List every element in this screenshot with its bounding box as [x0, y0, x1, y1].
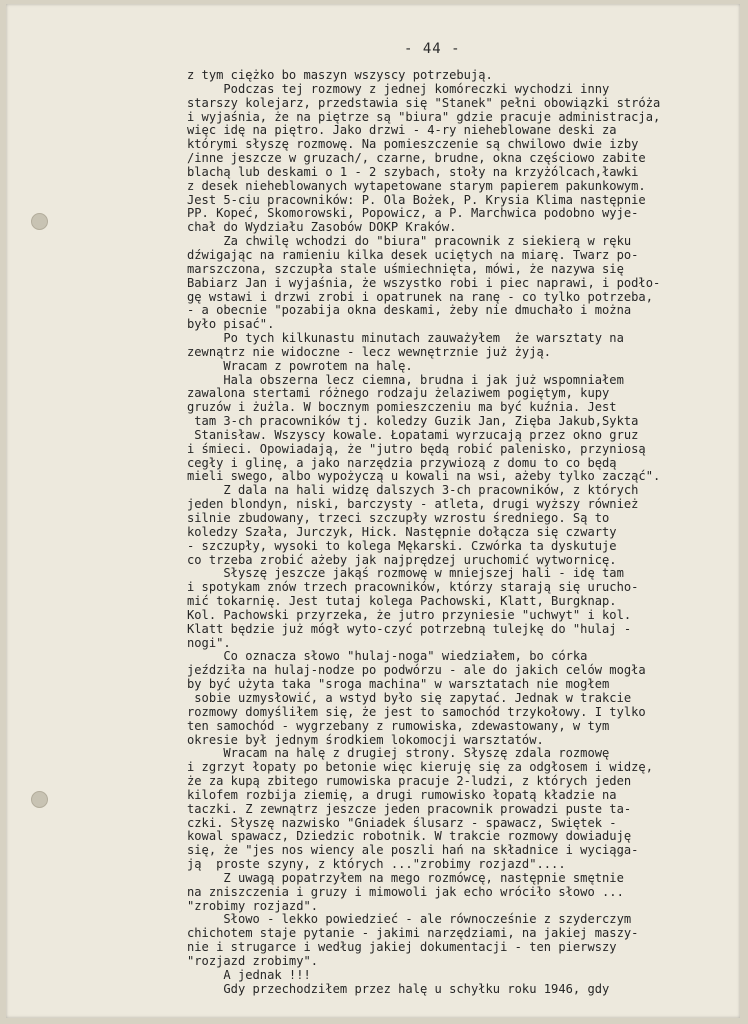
text-line: chał do Wydziału Zasobów DOKP Kraków. [187, 220, 457, 235]
text-line: Gdy przechodziłem przez halę u schyłku roku 1946, gdy [187, 981, 610, 996]
text-line: ten samochód - wygrzebany z rumowiska, zdewastowany, w tym [187, 718, 610, 733]
text-line: mić tokarnię. Jest tutaj kolega Pachowski, Klatt, Burgknap. [187, 594, 617, 609]
text-line: Wracam na halę z drugiej strony. Słyszę zdala rozmowę [187, 746, 610, 761]
text-line: co trzeba zrobić ażeby jak najprędzej uruchomić wytwornicę. [187, 552, 617, 567]
punch-hole-bottom [31, 791, 48, 808]
text-line: by być użyta taka "sroga machina" w warsztatach nie mogłem [187, 677, 610, 692]
text-line: i śmieci. Opowiadają, że "jutro będą robić palenisko, przyniosą [187, 441, 646, 456]
text-line: Stanisław. Wszyscy kowale. Łopatami wyrzucają przez okno gruz [187, 427, 639, 442]
text-line: sobie uzmysłowić, a wstyd było się zapytać. Jednak w trakcie [187, 690, 632, 705]
text-line: i zgrzyt łopaty po betonie więc kieruję się za odgłosem i widzę, [187, 760, 653, 775]
text-line: zewnątrz nie widoczne - lecz wewnętrznie już żyją. [187, 344, 552, 359]
text-line: tam 3-ch pracowników tj. koledzy Guzik Jan, Zięba Jakub,Sykta [187, 414, 639, 429]
text-line: z desek nieheblowanych wytapetowane starym papierem pakunkowym. [187, 178, 646, 193]
text-line: nogi". [187, 635, 231, 650]
text-line: zawalona stertami różnego rodzaju żelaziwem pogiętym, kupy [187, 386, 610, 401]
text-line: jeden blondyn, niski, barczysty - atleta, drugi wyższy również [187, 497, 639, 512]
text-line: było pisać". [187, 317, 275, 332]
text-line: gruzów i żużla. W bocznym pomieszczeniu ma być kuźnia. Jest [187, 400, 617, 415]
punch-hole-top [31, 213, 48, 230]
text-line: A jednak !!! [187, 967, 311, 982]
text-line: jeździła na hulaj-nodze po podwórzu - ale do jakich celów mogła [187, 663, 646, 678]
document-page [6, 4, 740, 1018]
text-line: że za kupą zbitego rumowiska pracuje 2-ludzi, z których jeden [187, 774, 632, 789]
text-line: blachą lub deskami o 1 - 2 szybach, stoły na krzyżólcach,ławki [187, 164, 639, 179]
text-line: Co oznacza słowo "hulaj-noga" wiedziałem, bo córka [187, 649, 588, 664]
text-line: nie i strugarce i według jakiej dokumentacji - ten pierwszy [187, 940, 617, 955]
text-line: Po tych kilkunastu minutach zauważyłem że warsztaty na [187, 331, 624, 346]
text-line: marszczona, szczupła stale uśmiechnięta, mówi, że nazywa się [187, 261, 624, 276]
text-line: czki. Słyszę nazwisko "Gniadek ślusarz - spawacz, Swiętek - [187, 815, 617, 830]
text-line: kilofem rozbija ziemię, a drugi rumowisko łopatą kładzie na [187, 787, 617, 802]
text-line: Za chwilę wchodzi do "biura" pracownik z siekierą w ręku [187, 234, 632, 249]
text-line: i spotykam znów trzech pracowników, którzy starają się urucho- [187, 580, 639, 595]
text-line: Klatt będzie już mógł wyto-czyć potrzebną tulejkę do "hulaj - [187, 621, 632, 636]
text-line: więc idę na piętro. Jako drzwi - 4-ry nieheblowane deski za [187, 123, 617, 138]
text-line: - szczupły, wysoki to kolega Mękarski. Czwórka ta dyskutuje [187, 538, 617, 553]
text-line: z tym ciężko bo maszyn wszyscy potrzebują. [187, 68, 493, 82]
text-line: gę wstawi i drzwi zrobi i opatrunek na ranę - co tylko potrzeba, [187, 289, 653, 304]
text-line: starszy kolejarz, przedstawia się "Stanek" pełni obowiązki stróża [187, 95, 661, 110]
text-line: którymi słyszę rozmowę. Na pomieszczenie są chwilowo dwie izby [187, 137, 639, 152]
text-line: Babiarz Jan i wyjaśnia, że wszystko robi i piec naprawi, i podło- [187, 275, 661, 290]
text-line: "zrobimy rozjazd". [187, 898, 319, 913]
text-line: ją proste szyny, z których ..."zrobimy rozjazd".... [187, 857, 566, 872]
text-line: /inne jeszcze w gruzach/, czarne, brudne, okna częściowo zabite [187, 151, 646, 166]
text-line: koledzy Szała, Jurczyk, Hick. Następnie dołącza się czwarty [187, 524, 617, 539]
text-line: chichotem staje pytanie - jakimi narzędziami, na jakiej maszy- [187, 926, 639, 941]
text-line: Wracam z powrotem na halę. [187, 358, 413, 373]
text-line: Podczas tej rozmowy z jednej komóreczki wychodzi inny [187, 81, 610, 96]
text-line: Hala obszerna lecz ciemna, brudna i jak już wspomniałem [187, 372, 624, 387]
text-line: rozmowy domyśliłem się, że jest to samochód trzykołowy. I tylko [187, 704, 646, 719]
text-line: mieli swego, albo wypożyczą u kowali na wsi, ażeby tylko zacząć". [187, 469, 661, 484]
text-line: się, że "jes nos wiency ale poszli hań na składnice i wyciąga- [187, 843, 639, 858]
text-line: Jest 5-ciu pracowników: P. Ola Bożek, P. Krysia Klima następnie [187, 192, 646, 207]
text-line: na zniszczenia i gruzy i mimowoli jak echo wróciło słowo ... [187, 884, 624, 899]
text-line: Słowo - lekko powiedzieć - ale równocześnie z szyderczym [187, 912, 632, 927]
text-line: Z uwagą popatrzyłem na mego rozmówcę, następnie smętnie [187, 870, 624, 885]
text-line: Kol. Pachowski przyrzeka, że jutro przyniesie "uchwyt" i kol. [187, 607, 632, 622]
text-line: "rozjazd zrobimy". [187, 954, 319, 968]
text-line: cegły i glinę, a jako narzędzia przywiozą z domu to co będą [187, 455, 617, 470]
text-line: - a obecnie "pozabija okna deskami, żeby nie dmuchało i można [187, 303, 632, 318]
text-line: okresie był jednym środkiem lokomocji warsztatów. [187, 732, 544, 747]
text-line: silnie zbudowany, trzeci szczupły wzrostu średniego. Są to [187, 511, 610, 525]
text-line: kowal spawacz, Dziedzic robotnik. W trakcie rozmowy dowiaduję [187, 829, 632, 844]
text-line: Z dala na hali widzę dalszych 3-ch pracowników, z których [187, 483, 639, 498]
text-line: PP. Kopeć, Skomorowski, Popowicz, a P. Marchwica podobno wyje- [187, 206, 639, 221]
text-line: i wyjaśnia, że na piętrze są "biura" gdzie pracuje administracja, [187, 109, 661, 124]
page-number: - 44 - [404, 41, 461, 57]
typewritten-body [187, 69, 660, 997]
text-line: Słyszę jeszcze jakąś rozmowę w mniejszej hali - idę tam [187, 566, 624, 581]
text-line: dźwigając na ramieniu kilka desek uciętych na miarę. Twarz po- [187, 247, 639, 262]
text-line: taczki. Z zewnątrz jeszcze jeden pracownik prowadzi puste ta- [187, 801, 632, 816]
